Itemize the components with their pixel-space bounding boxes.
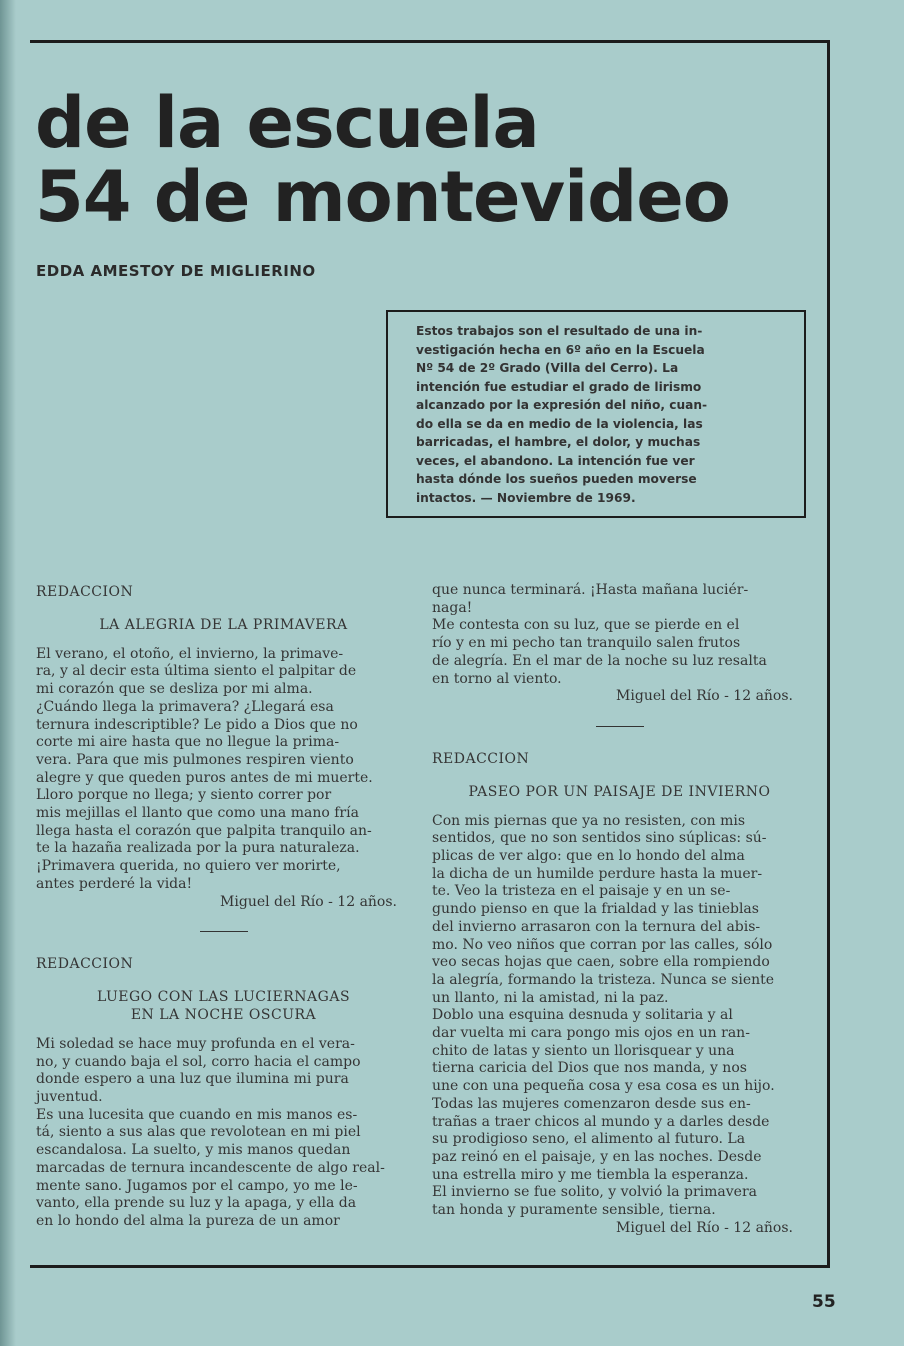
body-line: El invierno se fue solito, y volvió la primavera bbox=[432, 1184, 757, 1201]
body-line: en lo hondo del alma la pureza de un amor bbox=[36, 1212, 340, 1229]
signature: Miguel del Río - 12 años. bbox=[616, 1219, 793, 1236]
section-title-line: LUEGO CON LAS LUCIERNAGAS bbox=[96, 988, 351, 1005]
body-line: mis mejillas el llanto que como una mano fría bbox=[36, 805, 359, 822]
body-line: de alegría. En el mar de la noche su luz resalta bbox=[432, 652, 767, 669]
body-line: marcadas de ternura incandescente de algo real- bbox=[36, 1159, 385, 1176]
body-line: vanto, ella prende su luz y la apaga, y ella da bbox=[36, 1195, 357, 1212]
body-line: no, y cuando baja el sol, corro hacia el campo bbox=[36, 1053, 361, 1070]
body-line: naga! bbox=[432, 599, 473, 616]
body-line: te. Veo la tristeza en el paisaje y en un se- bbox=[432, 883, 731, 900]
body-line: gundo pienso en que la frialdad y las tinieblas bbox=[432, 901, 759, 918]
body-line: la alegría, formando la tristeza. Nunca se siente bbox=[432, 971, 775, 988]
intro-line: alcanzado por la expresión del niño, cuan- bbox=[416, 398, 708, 412]
left-column bbox=[36, 584, 411, 1231]
body-line: Todas las mujeres comenzaron desde sus en- bbox=[432, 1095, 751, 1112]
right-column bbox=[432, 582, 807, 1238]
intro-line: intención fue estudiar el grado de lirismo bbox=[416, 379, 702, 394]
section-title: LA ALEGRIA DE LA PRIMAVERA bbox=[99, 616, 348, 633]
body-line: trañas a traer chicos al mundo y a darles desde bbox=[432, 1113, 770, 1130]
section-title: PASEO POR UN PAISAJE DE INVIERNO bbox=[468, 783, 771, 800]
intro-line: do ella se da en medio de la violencia, las bbox=[416, 416, 703, 431]
page-number: 55 bbox=[812, 1292, 836, 1312]
body-line: veo secas hojas que caen, sobre ella rompiendo bbox=[432, 954, 770, 971]
intro-line: intactos. — Noviembre de 1969. bbox=[416, 490, 636, 505]
body-line: mo. No veo niños que corran por las calles, sólo bbox=[432, 936, 773, 953]
intro-line: Nº 54 de 2º Grado (Villa del Cerro). La bbox=[416, 361, 679, 375]
body-line: Me contesta con su luz, que se pierde en el bbox=[432, 617, 740, 634]
body-line: dar vuelta mi cara pongo mis ojos en un ran- bbox=[432, 1025, 750, 1042]
body-line: Doblo una esquina desnuda y solitaria y al bbox=[432, 1007, 733, 1024]
body-line: donde espero a una luz que ilumina mi pura bbox=[36, 1071, 349, 1088]
body-line: Con mis piernas que ya no resisten, con mis bbox=[432, 812, 746, 829]
intro-line: Estos trabajos son el resultado de una in- bbox=[416, 324, 703, 338]
intro-line: barricadas, el hambre, el dolor, y muchas bbox=[416, 435, 701, 449]
article-author: EDDA AMESTOY DE MIGLIERINO bbox=[36, 262, 316, 280]
body-line: te la hazaña realizada por la pura naturaleza. bbox=[36, 840, 360, 857]
signature: Miguel del Río - 12 años. bbox=[616, 688, 793, 705]
body-line: El verano, el otoño, el invierno, la primave- bbox=[36, 645, 344, 662]
intro-line: vestigación hecha en 6º año en la Escuela bbox=[416, 342, 705, 357]
section-label: REDACCION bbox=[36, 956, 134, 973]
body-line: antes perderé la vida! bbox=[36, 875, 193, 892]
intro-line: veces, el abandono. La intención fue ver bbox=[416, 453, 695, 468]
body-line: río y en mi pecho tan tranquilo salen frutos bbox=[432, 635, 741, 652]
body-line: sentidos, que no son sentidos sino súplicas: sú- bbox=[432, 830, 767, 847]
body-line: mi corazón que se desliza por mi alma. bbox=[36, 681, 313, 698]
body-line: ¡Primavera querida, no quiero ver morirte, bbox=[36, 858, 341, 875]
body-line: tierna caricia del Dios que nos manda, y nos bbox=[432, 1060, 747, 1077]
signature: Miguel del Río - 12 años. bbox=[220, 893, 397, 910]
body-line: alegre y que queden puros antes de mi muerte. bbox=[36, 769, 373, 786]
body-line: que nunca terminará. ¡Hasta mañana luciér- bbox=[432, 582, 749, 598]
body-line: paz reinó en el paisaje, y en las noches. Desde bbox=[432, 1148, 762, 1165]
body-line: una estrella miro y me tiembla la esperanza. bbox=[432, 1166, 749, 1183]
article-title-line-2: 54 de montevideo bbox=[35, 156, 730, 238]
body-line: Mi soledad se hace muy profunda en el vera- bbox=[36, 1035, 355, 1052]
body-line: Es una lucesita que cuando en mis manos es- bbox=[36, 1106, 358, 1123]
body-line: en torno al viento. bbox=[432, 670, 562, 687]
section-label: REDACCION bbox=[36, 584, 134, 600]
article-title-line-1: de la escuela bbox=[35, 82, 539, 164]
body-line: ternura indescriptible? Le pido a Dios que no bbox=[36, 716, 358, 733]
body-line: une con una pequeña cosa y esa cosa es un hijo. bbox=[432, 1078, 775, 1095]
body-line: ¿Cuándo llega la primavera? ¿Llegará esa bbox=[36, 698, 334, 715]
body-line: la dicha de un humilde perdure hasta la muer- bbox=[432, 865, 763, 882]
intro-box bbox=[386, 310, 806, 518]
body-line: ra, y al decir esta última siento el palpitar de bbox=[36, 663, 357, 680]
body-line: del invierno arrasaron con la ternura del abis- bbox=[432, 918, 761, 935]
body-line: mente sano. Jugamos por el campo, yo me le- bbox=[36, 1177, 358, 1194]
body-line: llega hasta el corazón que palpita tranquilo an- bbox=[36, 822, 372, 839]
body-line: escandalosa. La suelto, y mis manos quedan bbox=[36, 1142, 351, 1159]
intro-line: hasta dónde los sueños pueden moverse bbox=[416, 472, 697, 486]
body-line: un llanto, ni la amistad, ni la paz. bbox=[432, 989, 669, 1006]
body-line: juventud. bbox=[36, 1089, 103, 1106]
body-line: tan honda y puramente sensible, tierna. bbox=[432, 1202, 716, 1219]
section-title bbox=[36, 988, 411, 1024]
body-line: corte mi aire hasta que no llegue la prima- bbox=[36, 734, 340, 751]
separator-rule bbox=[200, 931, 248, 932]
separator-rule bbox=[596, 726, 644, 727]
section-title-line: EN LA NOCHE OSCURA bbox=[130, 1006, 317, 1023]
body-line: chito de latas y siento un llorisquear y una bbox=[432, 1042, 735, 1059]
body-line: su prodigioso seno, el alimento al futuro. La bbox=[432, 1131, 746, 1148]
body-line: Lloro porque no llega; y siento correr por bbox=[36, 787, 332, 804]
body-line: vera. Para que mis pulmones respiren viento bbox=[36, 751, 354, 768]
page-spine-shadow bbox=[0, 0, 16, 1346]
section-label: REDACCION bbox=[432, 750, 530, 767]
body-line: tá, siento a sus alas que revolotean en mi piel bbox=[36, 1124, 361, 1141]
body-line: plicas de ver algo: que en lo hondo del alma bbox=[432, 848, 745, 865]
